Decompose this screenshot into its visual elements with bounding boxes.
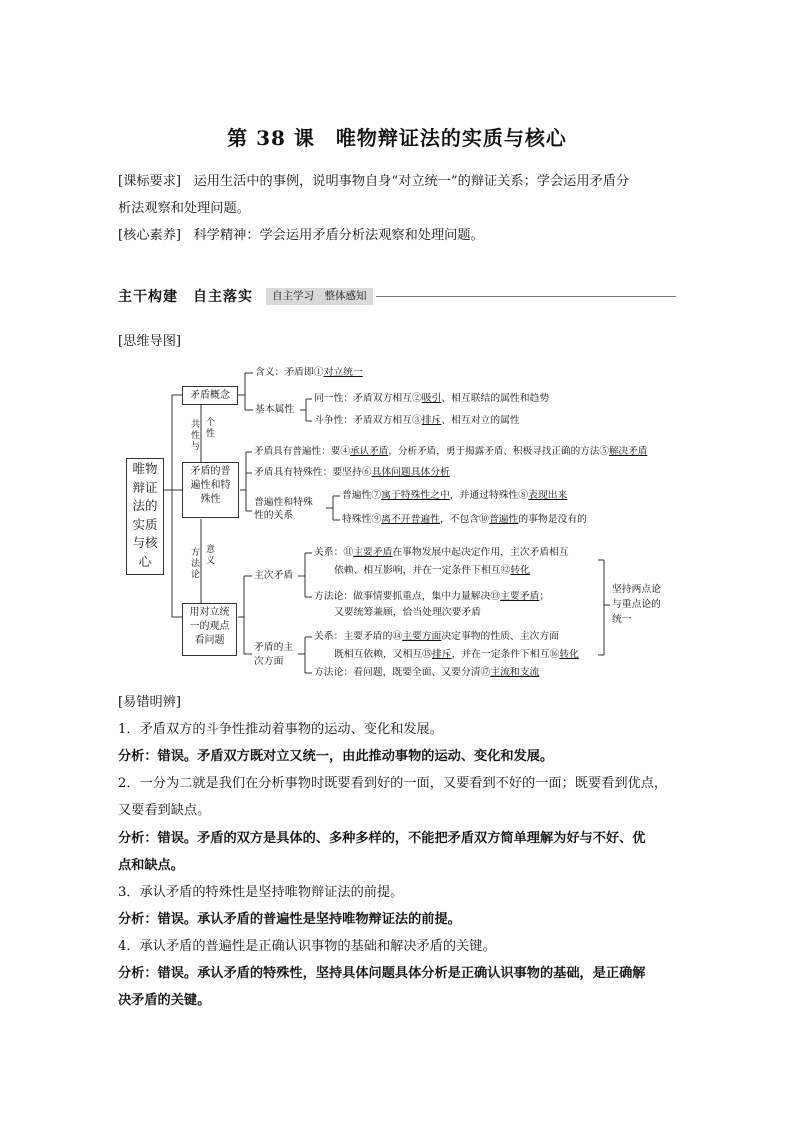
- error-answer-4b: 决矛盾的关键。: [118, 993, 211, 1008]
- answer-4: 承认矛盾: [349, 446, 389, 457]
- root-line: 与核: [132, 535, 158, 550]
- universality-box: [182, 462, 239, 518]
- link-methodology-label: [191, 548, 200, 581]
- error-question-2b: 又要看到缺点。: [118, 803, 211, 818]
- error-question-4: 4．承认矛盾的普遍性是正确认识事物的基础和解决矛盾的关键。: [118, 939, 496, 954]
- link-significance-label: [206, 545, 215, 567]
- concept-box: 矛盾概念: [182, 386, 238, 405]
- relation-line-1: [342, 490, 567, 502]
- literacy-label: [核心素养]: [118, 228, 182, 243]
- link-individuality-label: [206, 418, 215, 440]
- main-contra-line-4: 又要统筹兼顾，恰当处理次要矛盾: [334, 607, 481, 618]
- basic-attribute-label: 基本属性: [255, 404, 295, 415]
- ma-text: 既相互依赖，又相互⑮: [334, 649, 432, 660]
- error-answer-2b: 点和缺点。: [118, 858, 184, 873]
- method-box: [182, 603, 237, 656]
- method-box-line: 一的观点: [189, 621, 230, 632]
- spec-text: 矛盾具有特殊性：要坚持⑥: [254, 467, 372, 478]
- mc-text: ；: [539, 591, 550, 602]
- answer-15: 排斥: [431, 649, 452, 660]
- error-question-3: 3．承认矛盾的特殊性是坚持唯物辩证法的前提。: [118, 885, 404, 900]
- aspect-line-3: [314, 667, 539, 679]
- struggle-suffix: 、相互对立的属性: [441, 415, 520, 426]
- requirements-label: [课标要求]: [118, 174, 182, 189]
- link-commonality-label: [191, 420, 200, 453]
- ma-text: 决定事物的性质、主次方面: [441, 631, 559, 642]
- ma-text: 关系：主要矛盾的⑭: [314, 631, 403, 642]
- root-box: [126, 458, 164, 575]
- relation-line-2: [342, 514, 587, 526]
- requirements-line-2: 析法观察和处理问题。: [118, 201, 250, 216]
- right-summary: [612, 582, 661, 627]
- answer-11: 主要矛盾: [353, 547, 393, 558]
- page-title: 第 38 课 唯物辩证法的实质与核心: [227, 126, 567, 150]
- relation-label-line: 性的关系: [254, 510, 294, 521]
- relation-label-line: 普遍性和特殊: [254, 497, 313, 508]
- right-summary-line: 与重点论的: [612, 599, 661, 610]
- error-answer-2: 分析：错误。矛盾的双方是具体的、多种多样的，不能把矛盾双方简单理解为好与不好、优: [118, 831, 646, 846]
- error-question-2: 2．一分为二就是我们在分析事物时既要看到好的一面，又要看到不好的一面；既要看到优点，: [118, 776, 668, 791]
- answer-17: 主流和支流: [490, 667, 540, 678]
- link-char: 意: [206, 545, 216, 555]
- answer-13: 主要矛盾: [500, 591, 540, 602]
- aspect-label-line: 矛盾的主: [254, 642, 294, 653]
- link-char: 与: [191, 442, 201, 452]
- universality-line: [254, 446, 647, 458]
- root-line: 法的: [132, 498, 158, 513]
- struggle-prefix: 斗争性：矛盾双方相互③: [314, 415, 422, 426]
- main-contra-line-2: [334, 565, 530, 577]
- main-contra-line-3: [314, 591, 549, 603]
- method-box-line: 用对立统: [189, 607, 230, 618]
- answer-16: 转化: [559, 649, 579, 660]
- identity-prefix: 同一性：矛盾双方相互②: [314, 393, 422, 404]
- univ-text: 矛盾具有普遍性：要④: [254, 446, 350, 457]
- main-secondary-contradiction-label: 主次矛盾: [254, 570, 294, 581]
- answer-8: 表现出来: [528, 490, 568, 501]
- aspect-line-2: [334, 649, 579, 661]
- section-main-title: 主干构建 自主落实: [118, 289, 253, 305]
- answer-2: 吸引: [421, 393, 442, 404]
- root-line: 实质: [132, 516, 158, 532]
- link-char: 共: [191, 420, 201, 430]
- answer-3: 排斥: [421, 415, 442, 426]
- aspect-label: [254, 641, 293, 669]
- particularity-line: [254, 467, 450, 479]
- literacy-text: 科学精神：学会运用矛盾分析法观察和处理问题。: [193, 228, 484, 243]
- struggle-line: [314, 415, 520, 427]
- answer-10: 普遍性: [488, 514, 519, 525]
- mindmap-label: [思维导图]: [118, 334, 182, 349]
- identity-line: [314, 393, 549, 405]
- rel-text: 特殊性⑨: [342, 514, 382, 525]
- root-line: 心: [138, 553, 152, 569]
- errors-label: [易错明辨]: [118, 695, 182, 710]
- error-answer-1: 分析：错误。矛盾双方既对立又统一，由此推动事物的运动、变化和发展。: [118, 749, 554, 764]
- method-box-line: 看问题: [194, 635, 225, 646]
- error-answer-4: 分析：错误。承认矛盾的特殊性，坚持具体问题具体分析是正确认识事物的基础，是正确解: [118, 966, 646, 981]
- rel-text: ，不包含⑩: [439, 514, 489, 525]
- universality-box-line: 殊性: [200, 494, 221, 505]
- answer-14: 主要方面: [402, 631, 442, 642]
- section-sub-title: 自主学习 整体感知: [266, 288, 373, 305]
- root-line: 辩证: [132, 479, 158, 495]
- rel-text: 普遍性⑦: [342, 490, 382, 501]
- universality-box-line: 矛盾的普: [190, 466, 231, 477]
- universality-box-line: 遍性和特: [190, 480, 231, 491]
- answer-7: 寓于特殊性之中: [381, 490, 450, 501]
- link-char: 法: [191, 559, 201, 569]
- univ-text: ，分析矛盾，勇于揭露矛盾、积极寻找正确的方法⑤: [388, 446, 609, 457]
- mc-text: 方法论：做事情要抓重点，集中力量解决⑬: [314, 591, 501, 602]
- mc-text: 关系：⑪: [314, 547, 354, 558]
- answer-1: 对立统一: [323, 367, 363, 378]
- link-char: 方: [191, 548, 201, 558]
- answer-12: 转化: [510, 565, 530, 576]
- identity-suffix: 、相互联结的属性和趋势: [441, 393, 550, 404]
- rel-text: 的事物是没有的: [518, 514, 587, 525]
- right-summary-line: 统一: [612, 614, 632, 625]
- ma-text: 方法论：看问题，既要全面、又要分清⑰: [314, 667, 491, 678]
- meaning-line: [255, 367, 363, 379]
- link-char: 性: [206, 429, 216, 439]
- relation-label: [254, 496, 313, 522]
- answer-5: 解决矛盾: [608, 446, 648, 457]
- rel-text: ，并通过特殊性⑧: [449, 490, 529, 501]
- link-char: 义: [206, 556, 216, 566]
- mc-text: 依赖、相互影响，并在一定条件下相互⑫: [334, 565, 511, 576]
- root-line: 唯物: [132, 461, 158, 476]
- error-answer-3: 分析：错误。承认矛盾的普遍性是坚持唯物辩证法的前提。: [118, 912, 461, 927]
- answer-6: 具体问题具体分析: [371, 467, 450, 478]
- aspect-line-1: [314, 631, 559, 643]
- main-contra-line-1: [314, 547, 569, 559]
- link-char: 性: [191, 431, 201, 441]
- link-char: 论: [191, 570, 201, 580]
- error-question-1: 1．矛盾双方的斗争性推动着事物的运动、变化和发展。: [118, 722, 443, 737]
- link-char: 个: [206, 418, 216, 428]
- aspect-label-line: 次方面: [254, 656, 284, 667]
- right-summary-line: 坚持两点论: [612, 584, 661, 595]
- ma-text: ，并在一定条件下相互⑯: [451, 649, 560, 660]
- meaning-prefix: 含义：矛盾即①: [255, 367, 324, 378]
- requirements-text-1: 运用生活中的事例，说明事物自身“对立统一”的辩证关系；学会运用矛盾分: [193, 174, 630, 189]
- mc-text: 在事物发展中起决定作用，主次矛盾相互: [392, 547, 569, 558]
- answer-9: 离不开普遍性: [381, 514, 440, 525]
